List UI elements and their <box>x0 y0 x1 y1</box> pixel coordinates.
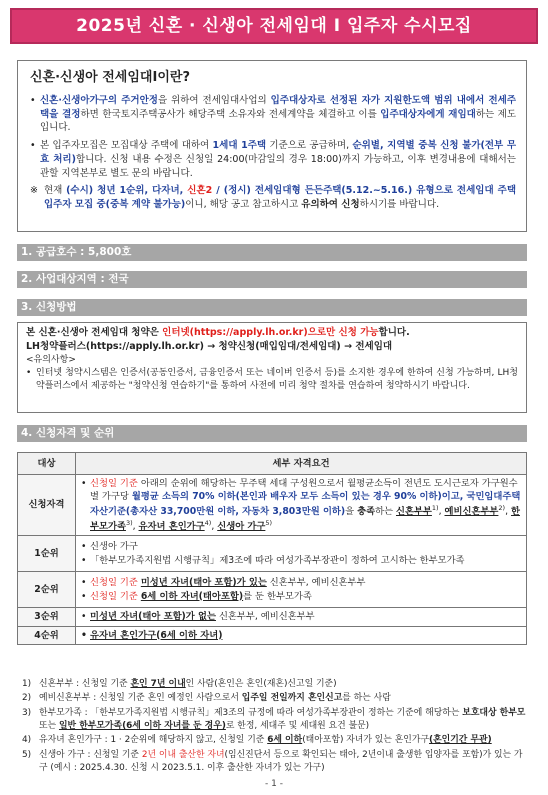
intro-bullet-2: • 본 입주자모집은 모집대상 주택에 대하여 1세대 1주택 기준으로 공급하며, 순위별, 지역별 중복 신청 불가(전부 무효 처리)합니다. 신청 내용 수정은 신청일 24:00(마감일의 경우 18:00)까지 가능하고, 이후 변경내용에 대해서는 관할 지역본부로 별도 문의 바랍니다. <box>30 139 516 180</box>
apply-caution-title: <유의사항> <box>26 354 76 365</box>
section-apply-method: 3. 신청방법 <box>17 299 527 316</box>
footnote-1: 1) 신혼부부 : 신청일 기준 혼인 7년 이내인 사람(혼인은 혼인(재혼)신고일 기준) <box>22 679 337 689</box>
table-row: 4순위 • 유자녀 혼인가구(6세 이하 자녀) <box>18 626 527 644</box>
page-banner <box>10 8 538 44</box>
apply-box <box>17 322 527 413</box>
eligibility-table <box>17 452 527 645</box>
table-row: 신청자격 • 신청일 기준 아래의 순위에 해당하는 무주택 세대 구성원으로서 월평균소득이 전년도 도시근로자 가구원수별 가구당 월평균 소득의 70% 이하(본인과 배우자 모두 소득이 있는 경우 90% 이하)이고, 국민임대주택 자산기준(총자산 33,700만원 이하, 자동차 3,803만원 이하)을 충족하는 신혼부부$^{1)}$, 예비신혼부부$^{2)}$, 한부모가족$^{3)}$, 유자녀 혼인가구$^{4)}$, 신생아 가구$^{5)}$ <box>18 475 527 536</box>
page-number: - 1 - <box>265 779 283 789</box>
footnotes <box>22 678 527 777</box>
footnote-5: 5) 신생아 가구 : 신청일 기준 2년 이내 출산한 자녀(임신진단서 등으로 확인되는 태아, 2년이내 출생한 입양자를 포함)가 있는 가구 (예시 : 2025.4.30. 신청 시 2023.5.1. 이후 출산한 자녀가 있는 가구) <box>22 749 523 774</box>
intro-box <box>17 60 527 232</box>
apply-url-link[interactable]: 인터넷(https://apply.lh.or.kr)으로만 신청 가능 <box>162 327 379 338</box>
section-eligibility: 4. 신청자격 및 순위 <box>17 425 527 442</box>
banner-title: 2025년 신혼 · 신생아 전세임대 Ⅰ 입주자 수시모집 <box>76 16 472 36</box>
intro-note: ※ 현재 (수시) 청년 1순위, 다자녀, 신혼2 / (정시) 전세임대형 든든주택(5.12.~5.16.) 유형으로 전세임대 주택 입주자 모집 중(중복 계약 불가능)이니, 해당 공고 참고하시고 유의하여 신청하시기를 바랍니다. <box>30 184 516 212</box>
table-row: 3순위 • 미성년 자녀(태아 포함)가 없는 신혼부부, 예비신혼부부 <box>18 608 527 626</box>
intro-bullet-1: • 신혼·신생아가구의 주거안정을 위하여 전세임대사업의 입주대상자로 선정된 자가 지원한도액 범위 내에서 전세주택을 결정하면 한국토지주택공사가 해당주택 소유자와 전세계약을 체결하고 이를 입주대상자에게 재임대하는 제도입니다. <box>30 94 516 135</box>
intro-title: 신혼·신생아 전세임대Ⅰ이란? <box>30 70 190 85</box>
apply-line-1: 본 신혼·신생아 전세임대 청약은 인터넷(https://apply.lh.or.kr)으로만 신청 가능합니다. <box>26 327 410 338</box>
apply-caution-text: • 인터넷 청약시스템은 인증서(공동인증서, 금융인증서 또는 네이버 인증서 등)를 소지한 경우에 한하여 신청 가능하며, LH청약플러스에서 제공하는 "청약신청 연습하기"를 통하여 사전에 미리 청약 절차를 연습하여 청약하시기 바랍니다. <box>26 367 518 393</box>
table-header-row <box>18 453 527 475</box>
table-header-detail: 세부 자격요건 <box>76 453 527 475</box>
table-row: 2순위 • 신청일 기준 미성년 자녀(태아 포함)가 있는 신혼부부, 예비신혼부부 • 신청일 기준 6세 이하 자녀(태아포함)를 둔 한부모가족 <box>18 572 527 608</box>
table-row: 1순위 • 신생아 가구 • 「한부모가족지원법 시행규칙」제3조에 따라 여성가족부장관이 정하여 고시하는 한부모가족 <box>18 536 527 572</box>
section-supply: 1. 공급호수 : 5,800호 <box>17 244 527 261</box>
section-region: 2. 사업대상지역 : 전국 <box>17 271 527 288</box>
footnote-3: 3) 한부모가족 : 「한부모가족지원법 시행규칙」제3조의 규정에 따라 여성가족부장관이 정하는 기준에 해당하는 보호대상 한부모 또는 일반 한부모가족(6세 이하 자녀를 둔 경우)로 한정, 세대주 및 세대원 요건 불문) <box>22 707 526 732</box>
table-header-target: 대상 <box>18 453 76 475</box>
footnote-4: 4) 유자녀 혼인가구 : 1 · 2순위에 해당하지 않고, 신청일 기준 6세 이하(태아포함) 자녀가 있는 혼인가구(혼인기간 무관) <box>22 735 492 746</box>
apply-path: LH청약플러스(https://apply.lh.or.kr) → 청약신청(매입임대/전세임대) → 전세임대 <box>26 340 393 352</box>
footnote-2: 2) 예비신혼부부 : 신청일 기준 혼인 예정인 사람으로서 입주일 전일까지 혼인신고를 하는 사람 <box>22 693 391 704</box>
